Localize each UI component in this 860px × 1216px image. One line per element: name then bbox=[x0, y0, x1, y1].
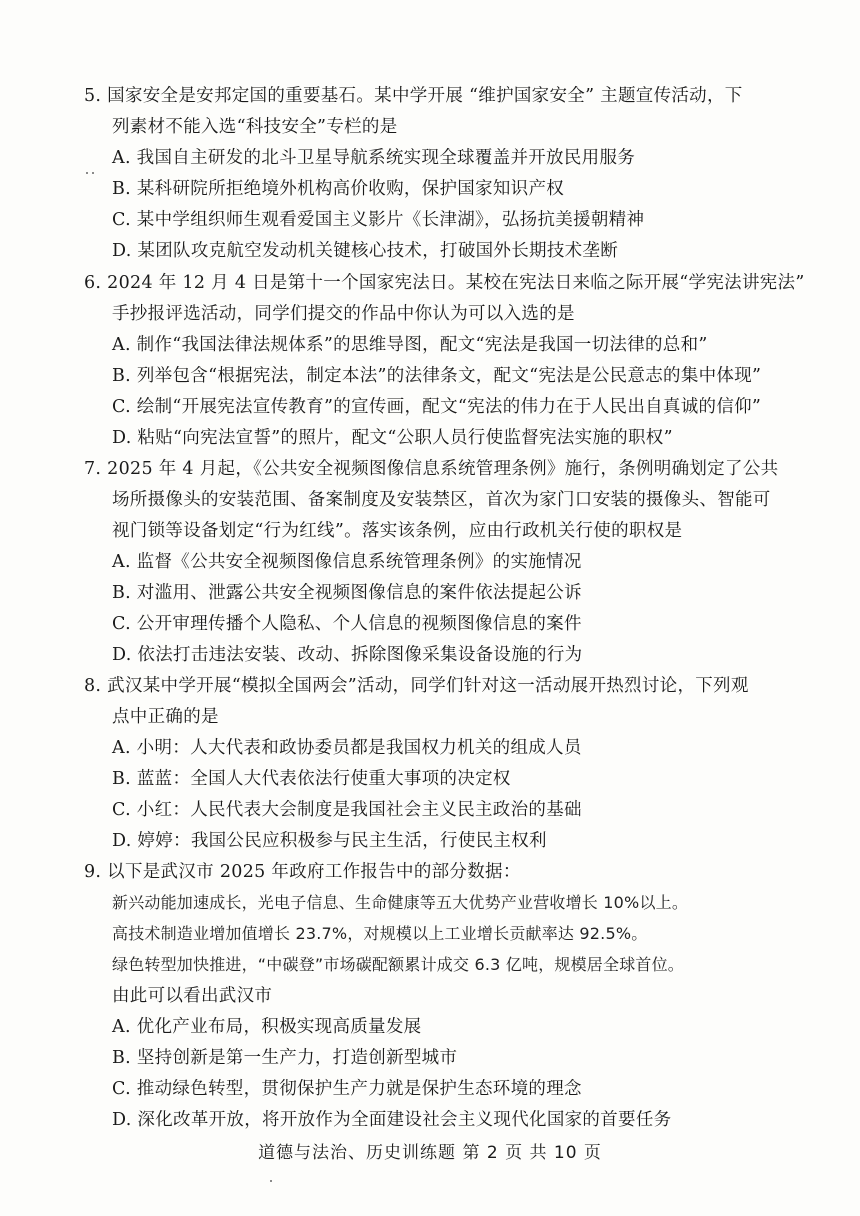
option-a: A. 优化产业布局，积极实现高质量发展 bbox=[112, 1017, 422, 1037]
question-stem: 列素材不能入选“科技安全”专栏的是 bbox=[112, 117, 398, 137]
option-d: D. 粘贴“向宪法宣誓”的照片，配文“公职人员行使监督宪法实施的职权” bbox=[112, 428, 673, 448]
option-d: D. 依法打击违法安装、改动、拆除图像采集设备设施的行为 bbox=[112, 645, 583, 665]
page-footer: 道德与法治、历史训练题 第 2 页 共 10 页 bbox=[258, 1143, 602, 1163]
question-stem: 点中正确的是 bbox=[112, 707, 219, 727]
option-c: C. 绘制“开展宪法宣传教育”的宣传画，配文“宪法的伟力在于人民出自真诚的信仰” bbox=[112, 397, 762, 417]
quote-line: 绿色转型加快推进，“中碳登”市场碳配额累计成交 6.3 亿吨，规模居全球首位。 bbox=[112, 955, 684, 974]
option-b: B. 某科研院所拒绝境外机构高价收购，保护国家知识产权 bbox=[112, 179, 565, 199]
question-stem: 视门锁等设备划定“行为红线”。落实该条例，应由行政机关行使的职权是 bbox=[112, 521, 683, 541]
quote-line: 新兴动能加速成长，光电子信息、生命健康等五大优势产业营收增长 10%以上。 bbox=[112, 893, 689, 912]
option-d: D. 某团队攻克航空发动机关键核心技术，打破国外长期技术垄断 bbox=[112, 241, 619, 261]
option-a: A. 制作“我国法律法规体系”的思维导图，配文“宪法是我国一切法律的总和” bbox=[112, 335, 708, 355]
option-c: C. 某中学组织师生观看爱国主义影片《长津湖》，弘扬抗美援朝精神 bbox=[112, 210, 645, 230]
question-stem: 场所摄像头的安装范围、备案制度及安装禁区，首次为家门口安装的摄像头、智能可 bbox=[112, 490, 771, 510]
option-c: C. 公开审理传播个人隐私、个人信息的视频图像信息的案件 bbox=[112, 614, 582, 634]
quote-line: 高技术制造业增加值增长 23.7%，对规模以上工业增长贡献率达 92.5%。 bbox=[112, 924, 648, 943]
question-stem: 5. 国家安全是安邦定国的重要基石。某中学开展 “维护国家安全” 主题宣传活动，下 bbox=[84, 86, 743, 106]
option-c: C. 小红：人民代表大会制度是我国社会主义民主政治的基础 bbox=[112, 800, 582, 820]
question-stem: 6. 2024 年 12 月 4 日是第十一个国家宪法日。某校在宪法日来临之际开展“学宪法讲宪法” bbox=[84, 273, 805, 293]
question-stem: 手抄报评选活动，同学们提交的作品中你认为可以入选的是 bbox=[112, 304, 575, 324]
scan-speck bbox=[92, 172, 94, 174]
question-stem: 8. 武汉某中学开展“模拟全国两会”活动，同学们针对这一活动展开热烈讨论，下列观 bbox=[84, 676, 749, 696]
option-d: D. 婷婷：我国公民应积极参与民主生活，行使民主权利 bbox=[112, 831, 547, 851]
option-d: D. 深化改革开放，将开放作为全面建设社会主义现代化国家的首要任务 bbox=[112, 1110, 672, 1130]
option-a: A. 小明：人大代表和政协委员都是我国权力机关的组成人员 bbox=[112, 738, 582, 758]
option-a: A. 监督《公共安全视频图像信息系统管理条例》的实施情况 bbox=[112, 552, 582, 572]
option-b: B. 对滥用、泄露公共安全视频图像信息的案件依法提起公诉 bbox=[112, 583, 582, 603]
scan-speck bbox=[270, 1180, 272, 1182]
question-stem: 7. 2025 年 4 月起，《公共安全视频图像信息系统管理条例》施行，条例明确划定了公共 bbox=[84, 459, 779, 479]
scan-speck bbox=[86, 172, 88, 174]
option-b: B. 坚持创新是第一生产力，打造创新型城市 bbox=[112, 1048, 458, 1068]
option-c: C. 推动绿色转型，贯彻保护生产力就是保护生态环境的理念 bbox=[112, 1079, 582, 1099]
option-b: B. 列举包含“根据宪法，制定本法”的法律条文，配文“宪法是公民意志的集中体现” bbox=[112, 366, 762, 386]
question-lead: 由此可以看出武汉市 bbox=[112, 986, 273, 1006]
option-a: A. 我国自主研发的北斗卫星导航系统实现全球覆盖并开放民用服务 bbox=[112, 148, 636, 168]
question-stem: 9. 以下是武汉市 2025 年政府工作报告中的部分数据： bbox=[84, 862, 521, 882]
option-b: B. 蓝蓝：全国人大代表依法行使重大事项的决定权 bbox=[112, 769, 511, 789]
